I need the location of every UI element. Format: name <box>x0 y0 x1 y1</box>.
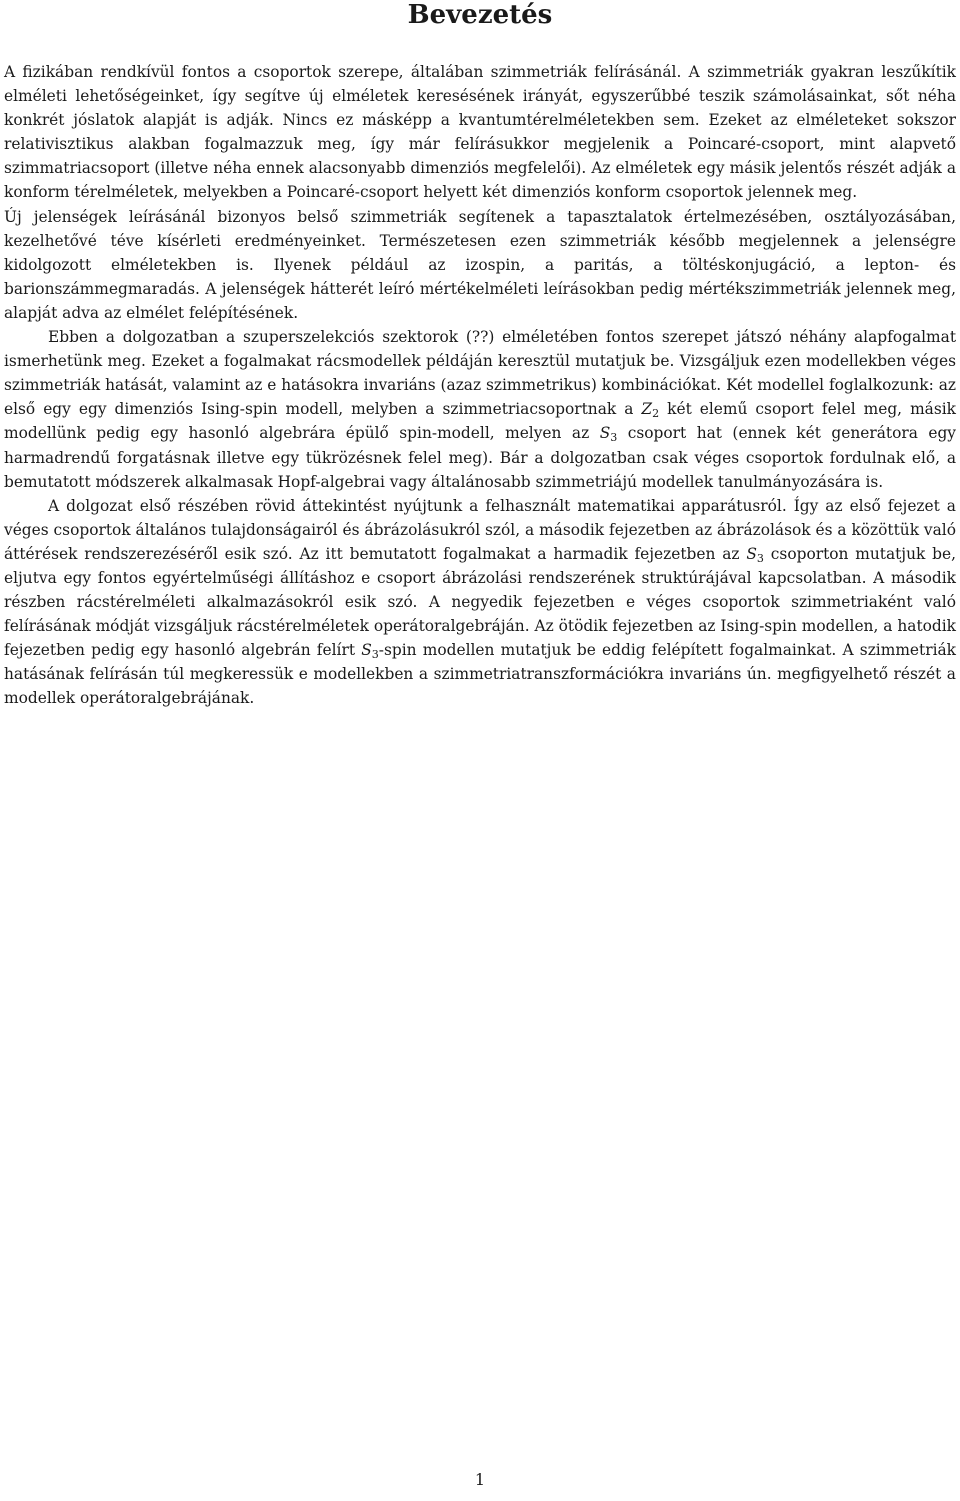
paragraph-2: Új jelenségek leírásánál bizonyos belső szimmetriák segítenek a tapasztalatok értelmezésében, osztályozásában, kezelhetővé téve kísérleti eredményeinket. Természetesen ezen szimmetriák később megjelennek a jelenségre kidolgozott elméletekben is. Ilyenek például az izospin, a paritás, a töltéskonjugáció, a lepton- és barionszámmegmaradás. A jelenségek hátterét leíró mértékelméleti leírásokban pedig mértékszimmetriák jelennek meg, alapját adva az elmélet felépítésének. <box>4 207 956 322</box>
group-symbol-s: S <box>599 424 611 443</box>
paragraph-1: A fizikában rendkívül fontos a csoportok szerepe, általában szimmetriák felírásánál. A szimmetriák gyakran leszűkítik elméleti lehetőségeinket, így segítve új elméletek keresésének irányát, egyszerűbbé teszik számolásainkat, sőt néha konkrét jóslatok alapját is adják. Nincs ez másképp a kvantumtérelméletekben sem. Ezeket az elméleteket sokszor relativisztikus alakban fogalmazzuk meg, így már felírásukkor megjelenik a Poincaré-csoport, mint alapvető szimmatriacsoport (illetve néha ennek alacsonyabb dimenziós megfelelői). Az elméletek egy másik jelentős részét adják a konform térelméletek, melyekben a Poincaré-csoport helyett két dimenziós konform csoportok jelennek meg. <box>4 63 956 202</box>
paragraph-3-part-b: két elemű csoport felel meg, másik modellünk pedig egy hasonló algebrára épülő spin-modell, melyen az <box>4 400 956 443</box>
group-symbol-z: Z <box>641 400 653 419</box>
group-subscript-z: 2 <box>652 407 660 421</box>
group-subscript-s: 3 <box>371 648 379 662</box>
paragraph-3-part-a: Ebben a dolgozatban a szuperszelekciós szektorok (??) elméletében fontos szerepet játszó néhány alapfogalmat ismerhetünk meg. Ezeket a fogalmakat rácsmodellek példáján keresztül mutatjuk be. Vizsgáljuk ezen modellekben véges szimmetriák hatását, valamint az e hatásokra invariáns (azaz szimmetrikus) kombinációkat. Két modellel foglalkozunk: az első egy egy dimenziós Ising-spin modell, melyben a szimmetriacsoportnak a <box>4 328 956 419</box>
group-subscript-s: 3 <box>610 431 618 445</box>
section-body <box>4 60 956 711</box>
paragraph-4-part-c: -spin modellen mutatjuk be eddig felépített fogalmainkat. A szimmetriák hatásának felírásán túl megkeressük e modellekben a szimmetriatranszformációkra invariáns ún. megfigyelhető részét a modellek operátoralgebrájának. <box>4 641 956 708</box>
paragraph-4 <box>4 494 956 711</box>
group-subscript-s: 3 <box>756 551 764 565</box>
paragraph-4-part-b: csoporton mutatjuk be, eljutva egy fontos egyértelműségi állításhoz e csoport ábrázolási rendszerének struktúrájával kapcsolatban. A második részben rácstérelméleti alkalmazásokról esik szó. A negyedik fejezetben e véges csoportok szimmetriaként való felírásának módját vizsgáljuk rácstérelméletek operátoralgebráján. Az ötödik fejezetben az Ising-spin modellen, a hatodik fejezetben pedig egy hasonló algebrán felírt <box>4 544 957 660</box>
page-number: 1 <box>474 1470 486 1489</box>
paragraph-3 <box>4 325 956 494</box>
paragraph-4-part-a: A dolgozat első részében rövid áttekintést nyújtunk a felhasznált matematikai apparátusról. Így az első fejezet a véges csoportok általános tulajdonságairól és ábrázolásukról szól, a második fejezetben az ábrázolások és a közöttük való áttérések rendszerezéséről esik szó. Az itt bemutatott fogalmakat a harmadik fejezetben az <box>4 496 956 563</box>
group-symbol-s: S <box>361 641 372 660</box>
section-title: Bevezetés <box>407 0 553 30</box>
group-symbol-s: S <box>746 544 757 563</box>
paragraph-3-part-c: csoport hat (ennek két generátora egy harmadrendű forgatásnak illetve egy tükrözésnek felel meg). Bár a dolgozatban csak véges csoportok fordulnak elő, a bemutatott módszerek alkalmasak Hopf-algebrai vagy általánosabb szimmetriájú modellek tanulmányozására is. <box>4 424 956 491</box>
